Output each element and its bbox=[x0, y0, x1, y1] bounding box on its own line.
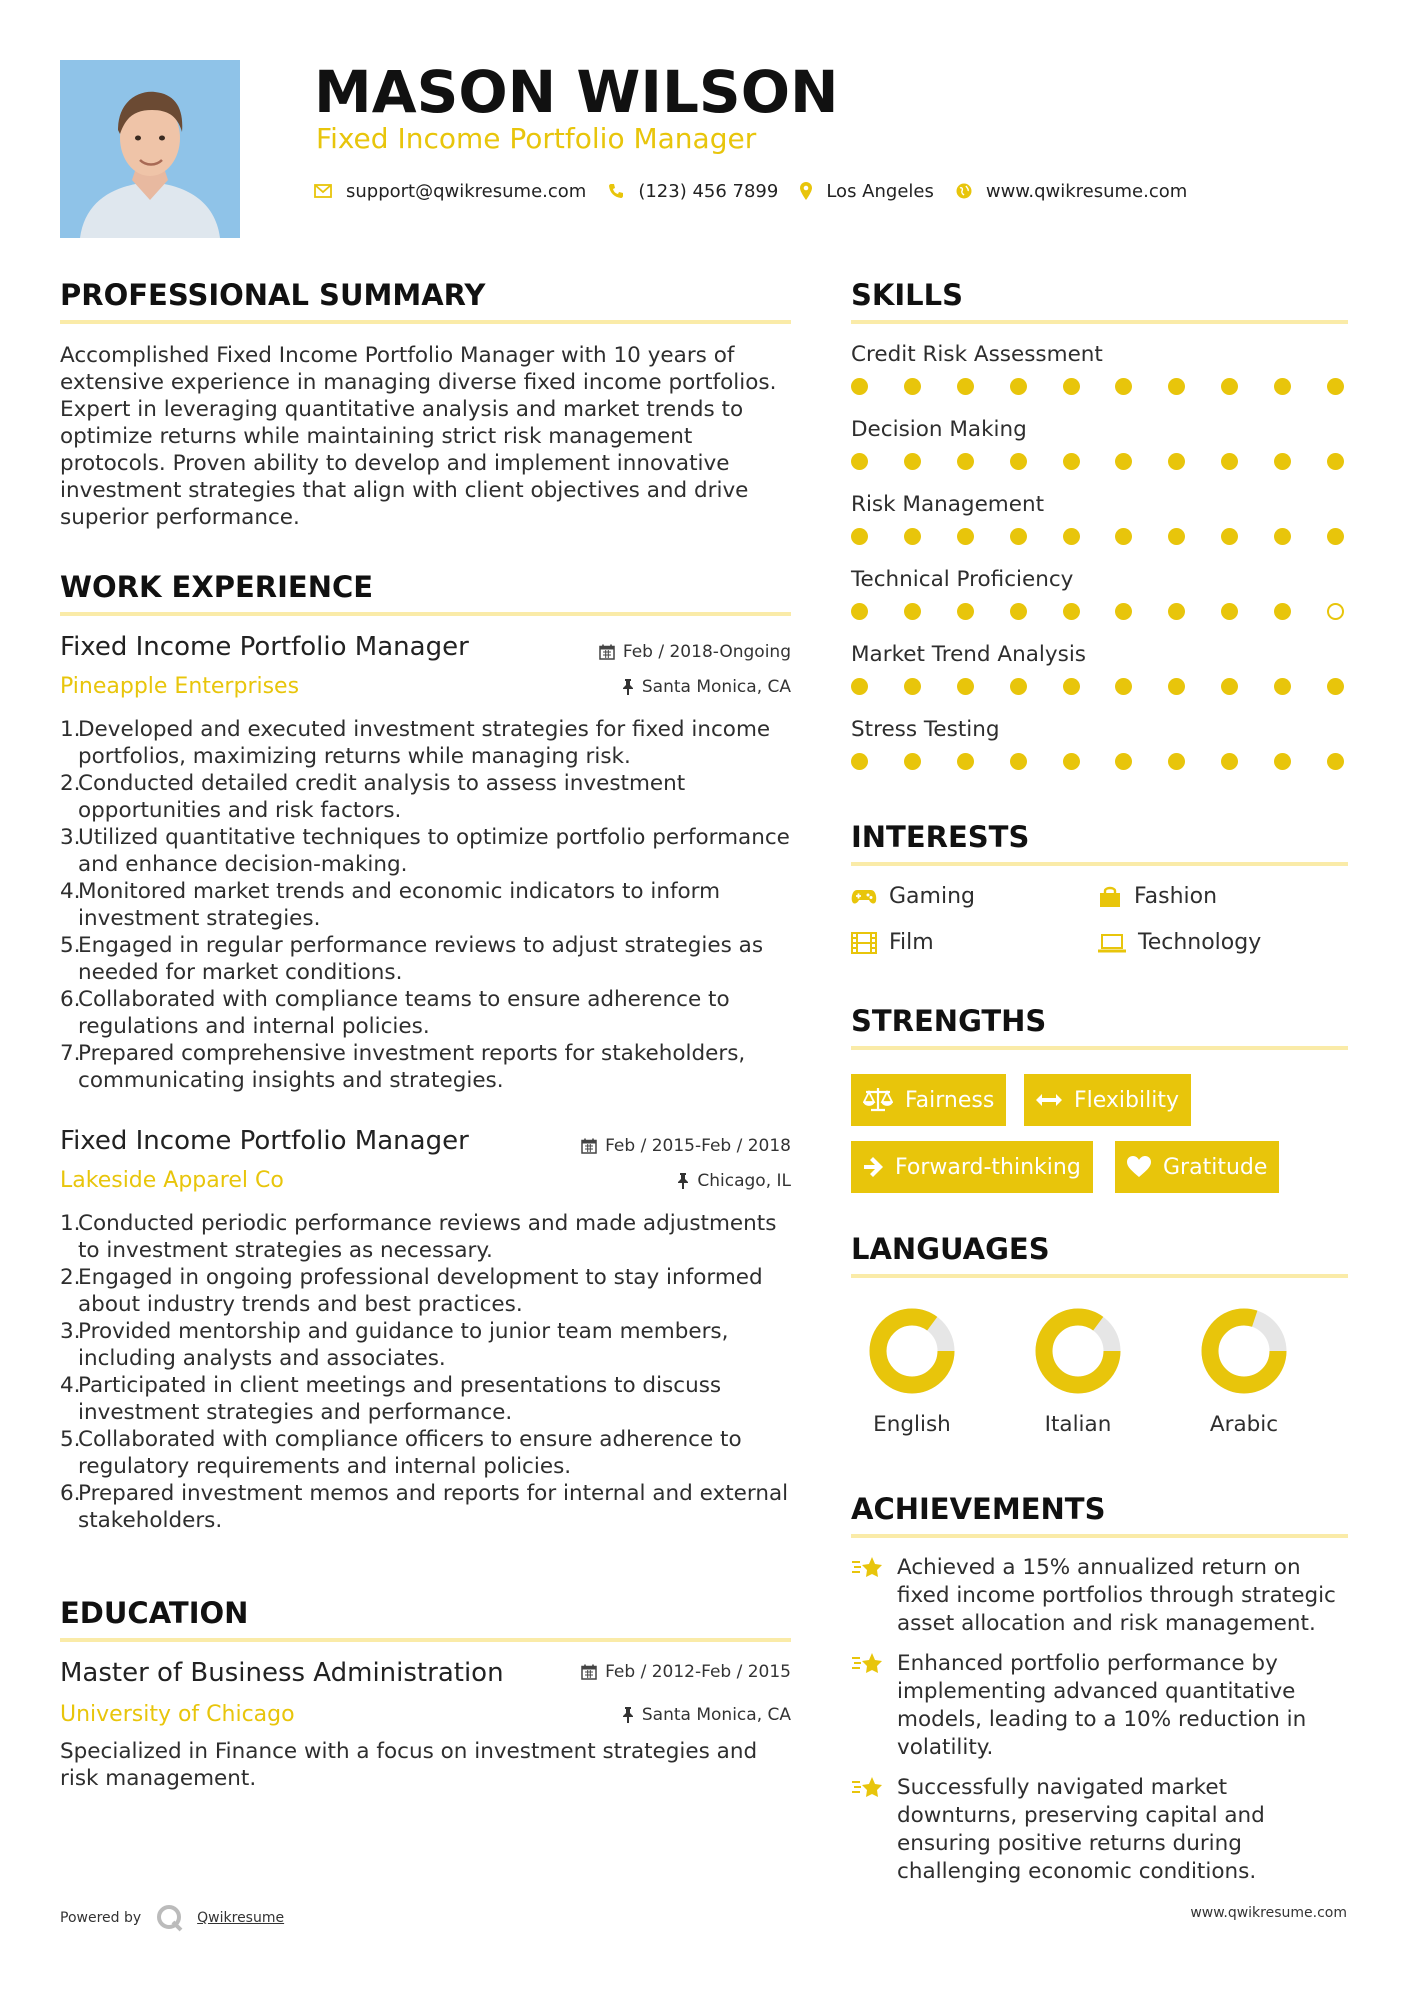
calendar-icon bbox=[581, 1664, 597, 1680]
rating-dot-filled bbox=[957, 603, 974, 620]
powered-by-text: Powered by bbox=[60, 1910, 142, 1926]
rating-dot-filled bbox=[1115, 528, 1132, 545]
duty-item: 3. Provided mentorship and guidance to junior team members, including analysts and associates. bbox=[60, 1319, 729, 1371]
interest-technology bbox=[1098, 930, 1261, 955]
rating-dot-filled bbox=[1274, 378, 1291, 395]
contact-phone[interactable] bbox=[608, 181, 778, 202]
rating-dot-filled bbox=[851, 528, 868, 545]
strength-label: Forward-thinking bbox=[895, 1154, 1081, 1180]
school-name: University of Chicago bbox=[60, 1702, 295, 1727]
rating-dot-filled bbox=[1168, 378, 1185, 395]
skill-name: Decision Making bbox=[851, 417, 1027, 442]
rating-dot-filled bbox=[957, 378, 974, 395]
achievement-item bbox=[851, 1554, 1348, 1638]
rating-dot-filled bbox=[1010, 453, 1027, 470]
education-divider bbox=[60, 1638, 791, 1642]
languages-divider bbox=[851, 1274, 1348, 1278]
skill-rating bbox=[851, 753, 1344, 770]
strength-flexibility bbox=[1024, 1074, 1191, 1126]
film-icon bbox=[851, 932, 877, 954]
footer-website[interactable]: www.qwikresume.com bbox=[1190, 1905, 1347, 1921]
rating-dot-filled bbox=[1063, 603, 1080, 620]
map-marker-icon bbox=[800, 182, 812, 200]
interests-divider bbox=[851, 862, 1348, 866]
summary-heading: PROFESSIONAL SUMMARY bbox=[60, 278, 486, 312]
shooting-star-icon bbox=[851, 1650, 885, 1678]
skill-row bbox=[851, 567, 1351, 642]
interest-gaming bbox=[851, 884, 975, 909]
rating-dot-filled bbox=[1115, 453, 1132, 470]
rating-dot-filled bbox=[904, 678, 921, 695]
rating-dot-filled bbox=[1168, 678, 1185, 695]
strength-gratitude bbox=[1115, 1141, 1279, 1193]
rating-dot-filled bbox=[1221, 753, 1238, 770]
language-donut bbox=[1199, 1306, 1289, 1396]
skills-list bbox=[851, 342, 1351, 792]
interest-label: Gaming bbox=[889, 884, 975, 909]
qwikresume-link[interactable]: Qwikresume bbox=[197, 1910, 285, 1926]
languages-list bbox=[850, 1306, 1350, 1446]
rating-dot-filled bbox=[1274, 603, 1291, 620]
achievement-item bbox=[851, 1774, 1348, 1886]
job-location-2 bbox=[500, 1171, 791, 1191]
job-dates-2 bbox=[480, 1136, 791, 1156]
job-company-1: Pineapple Enterprises bbox=[60, 674, 300, 699]
rating-dot-filled bbox=[851, 603, 868, 620]
interest-fashion bbox=[1098, 884, 1217, 909]
rating-dot-filled bbox=[1274, 678, 1291, 695]
rating-dot-filled bbox=[1010, 603, 1027, 620]
duty-item: 1. Conducted periodic performance reviews and made adjustments to investment strategies as necessary. bbox=[60, 1211, 777, 1263]
rating-dot-filled bbox=[1274, 453, 1291, 470]
rating-dot-filled bbox=[1010, 378, 1027, 395]
job-duties-2 bbox=[60, 1210, 795, 1534]
arrows-horizontal-icon bbox=[1036, 1093, 1062, 1107]
strengths-divider bbox=[851, 1046, 1348, 1050]
rating-dot-filled bbox=[1274, 753, 1291, 770]
skill-name: Credit Risk Assessment bbox=[851, 342, 1103, 367]
rating-dot-filled bbox=[1221, 528, 1238, 545]
rating-dot-filled bbox=[957, 753, 974, 770]
rating-dot-filled bbox=[1168, 453, 1185, 470]
laptop-icon bbox=[1098, 933, 1126, 953]
rating-dot-filled bbox=[1168, 603, 1185, 620]
achievement-text: Achieved a 15% annualized return on fixed income portfolios through strategic asset allocation and risk management. bbox=[897, 1555, 1336, 1636]
skill-name: Stress Testing bbox=[851, 717, 1000, 742]
duty-item: 5. Collaborated with compliance officers to ensure adherence to regulatory requirements and internal policies. bbox=[60, 1427, 742, 1479]
achievement-item bbox=[851, 1650, 1348, 1762]
skills-heading: SKILLS bbox=[851, 278, 963, 312]
summary-divider bbox=[60, 320, 791, 324]
job-company-2: Lakeside Apparel Co bbox=[60, 1168, 284, 1193]
experience-divider bbox=[60, 612, 791, 616]
education-description: Specialized in Finance with a focus on investment strategies and risk management. bbox=[60, 1739, 758, 1791]
shooting-star-icon bbox=[851, 1554, 885, 1582]
experience-heading: WORK EXPERIENCE bbox=[60, 570, 374, 604]
skill-row bbox=[851, 717, 1351, 792]
job-location-text-2: Chicago, IL bbox=[697, 1171, 791, 1191]
rating-dot-filled bbox=[957, 453, 974, 470]
rating-dot-filled bbox=[1063, 528, 1080, 545]
education-heading: EDUCATION bbox=[60, 1596, 249, 1630]
candidate-title: Fixed Income Portfolio Manager bbox=[316, 122, 757, 155]
rating-dot-filled bbox=[1063, 753, 1080, 770]
interests-heading: INTERESTS bbox=[851, 820, 1030, 854]
job-title-1: Fixed Income Portfolio Manager bbox=[60, 632, 469, 662]
website-text: www.qwikresume.com bbox=[985, 180, 1188, 202]
heart-icon bbox=[1127, 1156, 1151, 1178]
rating-dot-filled bbox=[1168, 753, 1185, 770]
duty-item: 1. Developed and executed investment strategies for fixed income portfolios, maximizing returns while managing risk. bbox=[60, 717, 771, 769]
person-portrait-icon bbox=[60, 60, 240, 238]
interest-label: Film bbox=[889, 930, 934, 955]
rating-dot-filled bbox=[1010, 678, 1027, 695]
degree-title: Master of Business Administration bbox=[60, 1658, 504, 1688]
duty-item: 6. Prepared investment memos and reports for internal and external stakeholders. bbox=[60, 1481, 789, 1533]
education-location bbox=[500, 1705, 791, 1725]
achievements-divider bbox=[851, 1534, 1348, 1538]
rating-dot-filled bbox=[1221, 678, 1238, 695]
skill-name: Technical Proficiency bbox=[851, 567, 1074, 592]
rating-dot-filled bbox=[1327, 528, 1344, 545]
rating-dot-filled bbox=[1221, 603, 1238, 620]
skill-rating bbox=[851, 378, 1344, 395]
rating-dot-filled bbox=[957, 528, 974, 545]
shopping-bag-icon bbox=[1098, 886, 1122, 908]
rating-dot-empty bbox=[1327, 603, 1344, 620]
rating-dot-filled bbox=[1063, 453, 1080, 470]
rating-dot-filled bbox=[851, 678, 868, 695]
rating-dot-filled bbox=[1115, 753, 1132, 770]
job-dates-1 bbox=[500, 642, 791, 662]
rating-dot-filled bbox=[1221, 453, 1238, 470]
education-dates bbox=[480, 1662, 791, 1682]
balance-scale-icon bbox=[863, 1087, 893, 1113]
job-location-text-1: Santa Monica, CA bbox=[641, 677, 791, 697]
skill-rating bbox=[851, 528, 1344, 545]
job-location-1 bbox=[500, 677, 791, 697]
achievements-heading: ACHIEVEMENTS bbox=[851, 1492, 1106, 1526]
rating-dot-filled bbox=[1327, 378, 1344, 395]
shooting-star-icon bbox=[851, 1774, 885, 1802]
achievement-text: Successfully navigated market downturns, preserving capital and ensuring positive returns during challenging economic conditions. bbox=[897, 1775, 1265, 1884]
rating-dot-filled bbox=[851, 753, 868, 770]
contact-website[interactable] bbox=[956, 181, 1187, 202]
rating-dot-filled bbox=[1327, 753, 1344, 770]
qwikresume-logo-icon bbox=[155, 1903, 185, 1933]
duty-item: 6. Collaborated with compliance teams to ensure adherence to regulations and internal policies. bbox=[60, 987, 730, 1039]
job-dates-text-2: Feb / 2015-Feb / 2018 bbox=[605, 1136, 791, 1156]
email-text: support@qwikresume.com bbox=[346, 180, 587, 202]
rating-dot-filled bbox=[1115, 603, 1132, 620]
strength-fairness bbox=[851, 1074, 1006, 1126]
summary-text: Accomplished Fixed Income Portfolio Manager with 10 years of extensive experience in managing diverse fixed income portfolios. Expert in leveraging quantitative analysis and market trends to optimize returns while maintaining strict risk management protocols. Proven ability to develop and implement innovative investment strategies that align with client objectives and drive superior performance. bbox=[60, 343, 777, 530]
languages-heading: LANGUAGES bbox=[851, 1232, 1050, 1266]
interest-film bbox=[851, 930, 934, 955]
strength-label: Fairness bbox=[905, 1087, 995, 1113]
contact-email[interactable] bbox=[314, 181, 586, 202]
rating-dot-filled bbox=[1063, 378, 1080, 395]
duty-item: 5. Engaged in regular performance reviews to adjust strategies as needed for market conditions. bbox=[60, 933, 764, 985]
calendar-icon bbox=[599, 644, 615, 660]
skill-row bbox=[851, 417, 1351, 492]
rating-dot-filled bbox=[1063, 678, 1080, 695]
pushpin-icon bbox=[622, 679, 634, 695]
interest-label: Technology bbox=[1138, 930, 1262, 955]
location-text: Los Angeles bbox=[826, 180, 934, 202]
gamepad-icon bbox=[851, 888, 877, 906]
language-item bbox=[852, 1306, 972, 1437]
duty-item: 4. Monitored market trends and economic indicators to inform investment strategies. bbox=[60, 879, 721, 931]
strength-label: Flexibility bbox=[1074, 1087, 1179, 1113]
skill-row bbox=[851, 342, 1351, 417]
rating-dot-filled bbox=[957, 678, 974, 695]
language-item bbox=[1184, 1306, 1304, 1437]
strength-forward-thinking bbox=[851, 1141, 1093, 1193]
phone-text: (123) 456 7899 bbox=[638, 180, 779, 202]
rating-dot-filled bbox=[1115, 678, 1132, 695]
rating-dot-filled bbox=[1327, 453, 1344, 470]
pushpin-icon bbox=[622, 1707, 634, 1723]
profile-photo bbox=[60, 60, 240, 238]
rating-dot-filled bbox=[904, 603, 921, 620]
contact-location bbox=[800, 181, 934, 202]
interest-label: Fashion bbox=[1134, 884, 1218, 909]
duty-item: 2. Engaged in ongoing professional development to stay informed about industry trends and best practices. bbox=[60, 1265, 763, 1317]
language-donut bbox=[1033, 1306, 1123, 1396]
strength-label: Gratitude bbox=[1163, 1154, 1268, 1180]
rating-dot-filled bbox=[904, 453, 921, 470]
candidate-name: MASON WILSON bbox=[314, 58, 839, 126]
contact-row bbox=[314, 178, 1209, 204]
duty-item: 7. Prepared comprehensive investment reports for stakeholders, communicating insights and strategies. bbox=[60, 1041, 746, 1093]
job-duties-1 bbox=[60, 716, 795, 1094]
duty-item: 3. Utilized quantitative techniques to optimize portfolio performance and enhance decision-making. bbox=[60, 825, 790, 877]
language-item bbox=[1018, 1306, 1138, 1437]
pushpin-icon bbox=[677, 1173, 689, 1189]
skill-rating bbox=[851, 603, 1344, 620]
education-dates-text: Feb / 2012-Feb / 2015 bbox=[605, 1662, 791, 1682]
phone-icon bbox=[608, 183, 624, 199]
job-title-2: Fixed Income Portfolio Manager bbox=[60, 1126, 469, 1156]
skill-rating bbox=[851, 678, 1344, 695]
calendar-icon bbox=[581, 1138, 597, 1154]
powered-by bbox=[60, 1903, 284, 1933]
rating-dot-filled bbox=[851, 378, 868, 395]
rating-dot-filled bbox=[1010, 753, 1027, 770]
job-dates-text-1: Feb / 2018-Ongoing bbox=[622, 642, 791, 662]
education-location-text: Santa Monica, CA bbox=[641, 1705, 791, 1725]
language-name: Arabic bbox=[1209, 1412, 1279, 1437]
language-name: Italian bbox=[1044, 1412, 1112, 1437]
envelope-icon bbox=[314, 184, 332, 198]
language-name: English bbox=[873, 1412, 951, 1437]
strengths-heading: STRENGTHS bbox=[851, 1004, 1047, 1038]
rating-dot-filled bbox=[1274, 528, 1291, 545]
duty-item: 2. Conducted detailed credit analysis to assess investment opportunities and risk factors. bbox=[60, 771, 686, 823]
rating-dot-filled bbox=[1115, 378, 1132, 395]
rating-dot-filled bbox=[851, 453, 868, 470]
skills-divider bbox=[851, 320, 1348, 324]
rating-dot-filled bbox=[1168, 528, 1185, 545]
rating-dot-filled bbox=[904, 528, 921, 545]
rating-dot-filled bbox=[1327, 678, 1344, 695]
skill-row bbox=[851, 492, 1351, 567]
skill-row bbox=[851, 642, 1351, 717]
rating-dot-filled bbox=[1221, 378, 1238, 395]
duty-item: 4. Participated in client meetings and presentations to discuss investment strategies and performance. bbox=[60, 1373, 722, 1425]
arrow-right-icon bbox=[863, 1157, 883, 1177]
achievement-text: Enhanced portfolio performance by implementing advanced quantitative models, leading to a 10% reduction in volatility. bbox=[897, 1651, 1307, 1760]
skill-name: Risk Management bbox=[851, 492, 1045, 517]
rating-dot-filled bbox=[904, 753, 921, 770]
achievements-list bbox=[851, 1554, 1348, 1886]
skill-rating bbox=[851, 453, 1344, 470]
rating-dot-filled bbox=[1010, 528, 1027, 545]
skill-name: Market Trend Analysis bbox=[851, 642, 1086, 667]
rating-dot-filled bbox=[904, 378, 921, 395]
globe-icon bbox=[956, 183, 972, 199]
language-donut bbox=[867, 1306, 957, 1396]
